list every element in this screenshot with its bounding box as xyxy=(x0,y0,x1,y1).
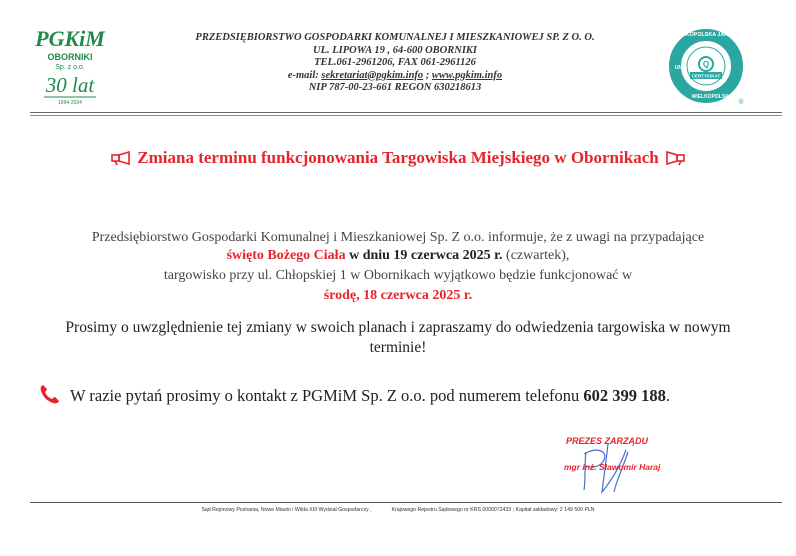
announcement-title: Zmiana terminu funkcjonowania Targowiska Miejskiego w Obornikach xyxy=(137,148,659,167)
email-link[interactable]: sekretariat@pgkim.info xyxy=(321,69,424,81)
company-name: PRZEDSIĘBIORSTWO GOSPODARKI KOMUNALNEJ I MIESZKANIOWEJ SP. Z O. O. xyxy=(195,32,595,43)
request-line-1: Prosimy o uwzględnienie tej zmiany w swoich planach i zapraszamy do odwiedzenia targowiska w nowym xyxy=(65,319,731,336)
signature-title: PREZES ZARZĄDU xyxy=(566,436,649,446)
logo-name: PGKiM xyxy=(35,26,105,51)
certificate-ribbon: CERTYFIKAT xyxy=(691,73,721,79)
contact-phone: 602 399 188 xyxy=(583,386,666,405)
body-line-1: Przedsiębiorstwo Gospodarki Komunalnej i Mieszkaniowej Sp. Z o.o. informuje, że z uwagi na przypadające xyxy=(91,230,705,245)
certificate-top: WIELKOPOLSKA JAKOŚĆ xyxy=(672,32,740,38)
footer-divider xyxy=(30,502,782,503)
signature-name: mgr inż. Sławomir Haraj xyxy=(564,462,661,472)
footer: Sąd Rejonowy Poznania, Nowe Miasto i Wilda XIII Wydział Gospodarczy , Krajowego Rejestru Sądowego nr KRS 0000072433 ; Kapitał zakładowy: 2 149 500 PLN xyxy=(201,507,595,513)
certificate-bottom: WIELKOPOLSKA xyxy=(691,94,733,100)
company-logo xyxy=(30,24,110,110)
logo-suffix: Sp. z o.o. xyxy=(55,64,85,71)
megaphone-icon xyxy=(109,150,133,166)
company-phone: TEL.061-2961206, FAX 061-2961126 xyxy=(314,57,476,68)
logo-city: OBORNIKI xyxy=(47,52,93,62)
new-date: środę, 18 czerwca 2025 r. xyxy=(323,288,473,303)
holiday-name: święto Bożego Ciała xyxy=(226,248,346,263)
logo-years: 30 lat xyxy=(45,73,95,97)
body-line-2: święto Bożego Ciała w dniu 19 czerwca 2025 r. (czwartek), xyxy=(226,248,570,263)
body-line-3: targowisko przy ul. Chłopskiej 1 w Obornikach wyjątkowo będzie funkcjonować w xyxy=(163,268,633,283)
company-ids: NIP 787-00-23-661 REGON 630218613 xyxy=(308,82,482,93)
request-line-2: terminie! xyxy=(369,339,427,356)
logo-range: 1994-2024 xyxy=(58,100,82,106)
contact-line: W razie pytań prosimy o kontakt z PGMiM Sp. Z o.o. pod numerem telefonu 602 399 188. xyxy=(38,382,670,406)
announcement-title-row xyxy=(0,148,796,168)
website-link[interactable]: www.pgkim.info xyxy=(431,69,503,81)
certificate-mark: Q xyxy=(702,60,710,69)
megaphone-icon xyxy=(663,150,687,166)
header-divider xyxy=(30,112,782,113)
company-header xyxy=(150,32,640,95)
holiday-date: w dniu 19 czerwca 2025 r. xyxy=(345,248,503,263)
header-divider-secondary xyxy=(30,115,782,116)
phone-icon xyxy=(38,382,62,406)
company-address: UL. LIPOWA 19 , 64-600 OBORNIKI xyxy=(312,44,478,56)
certificate-left: UNIA xyxy=(674,65,688,71)
quality-certificate-logo xyxy=(668,22,748,108)
registered-mark: ® xyxy=(738,99,744,106)
company-contact: e-mail: sekretariat@pgkim.info ; www.pgkim.info xyxy=(287,69,503,81)
